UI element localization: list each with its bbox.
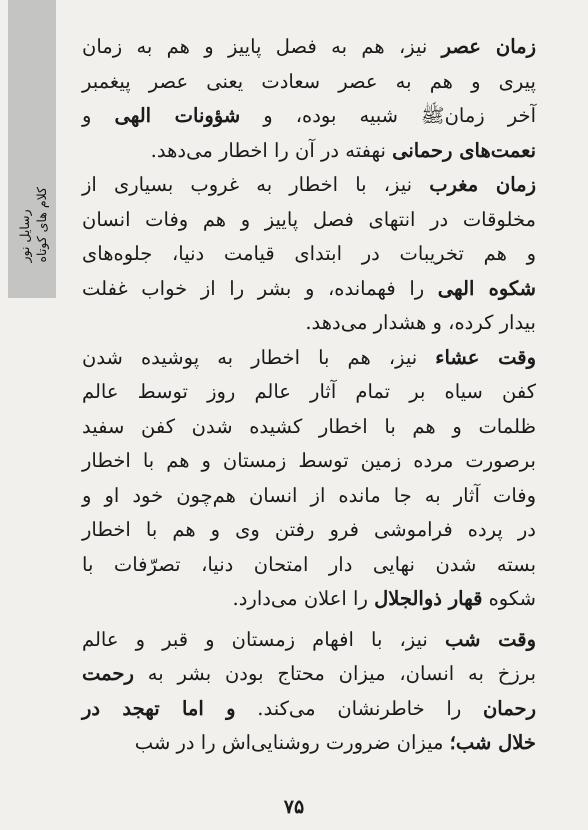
text-line <box>82 410 536 445</box>
text-line <box>82 692 536 727</box>
text-run: ظلمات و هم با اخطار کشیده شدن کفن سفید <box>82 414 536 438</box>
side-tab-title: رسایل نور <box>17 209 32 263</box>
paragraph <box>82 168 536 341</box>
bold-term: وقت عشاء <box>435 345 536 369</box>
text-line <box>82 513 536 548</box>
text-run: وفات آثار به جا مانده از انسان هم‌چون خود او و <box>82 483 536 507</box>
text-line <box>82 65 536 100</box>
text-line <box>82 168 536 203</box>
text-run: نیز، هم با اخطار به پوشیده شدن <box>82 345 436 369</box>
text-line <box>82 272 536 307</box>
bold-term: شؤونات الهی <box>114 104 241 127</box>
page-body-text <box>82 30 536 761</box>
bold-term: زمان عصر <box>441 35 536 58</box>
text-run: آخر زمانﷺ شبیه بوده، و <box>240 104 536 127</box>
text-run: نهفته در آن را اخطار می‌دهد. <box>150 138 393 162</box>
text-run: را اعلان می‌دارد. <box>232 587 375 610</box>
text-run: میزان ضرورت روشنایی‌اش را در شب <box>134 731 450 754</box>
text-run: شکوه <box>482 587 536 610</box>
bold-term: قهار ذوالجلال <box>374 587 483 610</box>
paragraph <box>82 30 536 168</box>
text-run: نیز، با اخطار به غروب بسیاری از <box>82 173 430 196</box>
text-run: نیز، هم به فصل پاییز و هم به زمان <box>82 35 442 58</box>
text-line <box>82 99 536 134</box>
text-run: را خاطرنشان می‌کند. <box>235 696 483 720</box>
text-line <box>82 479 536 514</box>
text-line <box>82 203 536 238</box>
paragraph <box>82 341 536 617</box>
bold-term: و اما تهجد در <box>82 696 236 720</box>
text-line <box>82 726 536 761</box>
text-run: بیدار کرده، و هشدار می‌دهد. <box>305 311 536 334</box>
text-run: در پرده فراموشی فرو رفتن وی و هم با اخطار <box>82 518 536 541</box>
bold-term: نعمت‌های رحمانی <box>392 138 536 162</box>
text-run: برصورت مرده زمین توسط زمستان و هم با اخطار <box>82 449 536 472</box>
text-run: برزخ به انسان، میزان محتاج بودن بشر به <box>133 662 536 685</box>
text-line <box>82 30 536 65</box>
bold-term: رحمت <box>82 662 134 685</box>
bold-term: خلال شب؛ <box>449 731 536 754</box>
text-run: و <box>82 104 115 127</box>
text-line <box>82 341 536 376</box>
bold-term: شکوه الهی <box>437 276 536 300</box>
text-line <box>82 623 536 658</box>
bold-term: زمان مغرب <box>429 173 536 196</box>
text-run: را فهمانده، و بشر را از خواب غفلت <box>82 276 438 300</box>
text-line <box>82 444 536 479</box>
text-line <box>82 657 536 692</box>
text-line <box>82 306 536 341</box>
text-run: بسته شدن نهایی دار امتحان دنیا، تصرّفات با <box>82 552 536 576</box>
side-tab-subtitle: کلام های کوتاه <box>34 187 49 263</box>
paragraph <box>82 623 536 761</box>
text-run: نیز، با افهام زمستان و قبر و عالم <box>82 627 445 651</box>
text-line <box>82 134 536 169</box>
text-run: مخلوقات در انتهای فصل پاییز و هم وفات انسان <box>82 207 536 231</box>
page-number: ۷۵ <box>283 796 305 818</box>
bold-term: رحمان <box>482 696 536 720</box>
text-run: و هم تخریبات در ابتدای قیامت دنیا، جلوه‌های <box>82 242 536 265</box>
text-line <box>82 237 536 272</box>
text-line <box>82 375 536 410</box>
bold-term: وقت شب <box>444 627 536 651</box>
text-run: پیری و هم به عصر سعادت یعنی عصر پیغمبر <box>82 69 536 93</box>
text-line <box>82 582 536 617</box>
text-line <box>82 548 536 583</box>
side-tab-label <box>10 170 56 280</box>
text-run: کفن سیاه بر تمام آثار عالم روز توسط عالم <box>82 380 536 403</box>
